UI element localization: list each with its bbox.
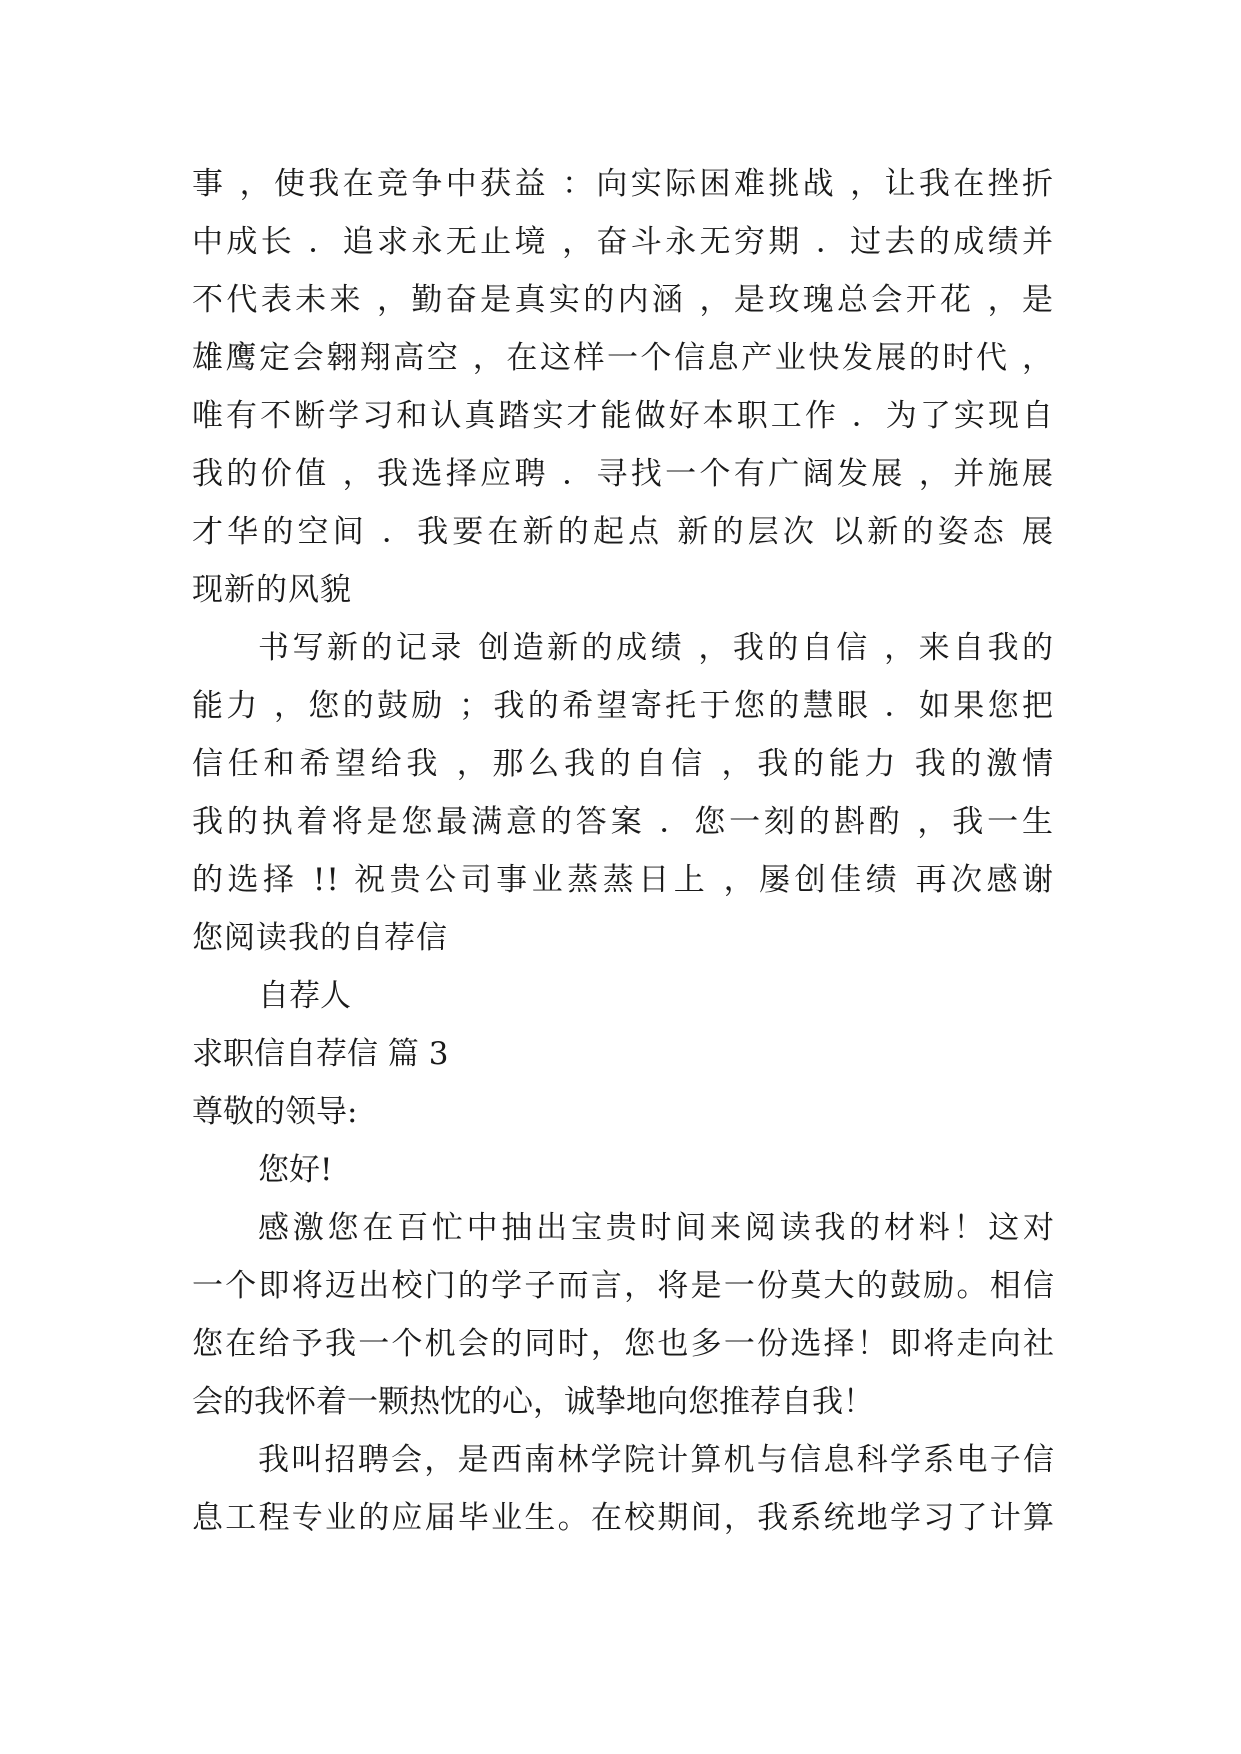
paragraph-first-line: 我叫招聘会，是西南林学院计算机与信息科学系电子信 (258, 1442, 1054, 1478)
salutation: 尊敬的领导: (192, 1094, 358, 1130)
text-line: 您在给予我一个机会的同时，您也多一份选择！即将走向社 (192, 1326, 1054, 1362)
text-line: 现新的风貌 (192, 572, 352, 608)
text-line: 的选择 !! 祝贵公司事业蒸蒸日上 ，屡创佳绩 再次感谢 (192, 862, 1054, 898)
section-heading: 求职信自荐信 篇 3 (192, 1036, 449, 1072)
text-line: 息工程专业的应届毕业生。在校期间，我系统地学习了计算 (192, 1500, 1054, 1536)
text-line: 信任和希望给我 ，那么我的自信 ，我的能力 我的激情 (192, 746, 1054, 782)
text-line: 您阅读我的自荐信 (192, 920, 448, 956)
text-line: 事 ，使我在竞争中获益 ：向实际困难挑战 ，让我在挫折 (192, 166, 1054, 202)
text-line: 才华的空间 ．我要在新的起点 新的层次 以新的姿态 展 (192, 514, 1054, 550)
text-line: 会的我怀着一颗热忱的心，诚挚地向您推荐自我！ (192, 1384, 874, 1420)
text-line: 我的执着将是您最满意的答案 ．您一刻的斟酌 ，我一生 (192, 804, 1054, 840)
greeting: 您好! (258, 1152, 333, 1188)
signature-label: 自荐人 (258, 978, 351, 1014)
paragraph-first-line: 书写新的记录 创造新的成绩 ，我的自信 ，来自我的 (258, 630, 1054, 666)
text-line: 唯有不断学习和认真踏实才能做好本职工作 ．为了实现自 (192, 398, 1054, 434)
text-line: 不代表未来 ，勤奋是真实的内涵 ，是玫瑰总会开花 ，是 (192, 282, 1054, 318)
text-line: 一个即将迈出校门的学子而言，将是一份莫大的鼓励。相信 (192, 1268, 1054, 1304)
paragraph-first-line: 感激您在百忙中抽出宝贵时间来阅读我的材料！这对 (258, 1210, 1054, 1246)
text-line: 中成长 ．追求永无止境 ，奋斗永无穷期 ．过去的成绩并 (192, 224, 1054, 260)
text-line: 能力 ，您的鼓励 ；我的希望寄托于您的慧眼 ．如果您把 (192, 688, 1054, 724)
text-line: 雄鹰定会翱翔高空 ，在这样一个信息产业快发展的时代 ， (192, 340, 1054, 376)
text-line: 我的价值 ，我选择应聘 ．寻找一个有广阔发展 ，并施展 (192, 456, 1054, 492)
